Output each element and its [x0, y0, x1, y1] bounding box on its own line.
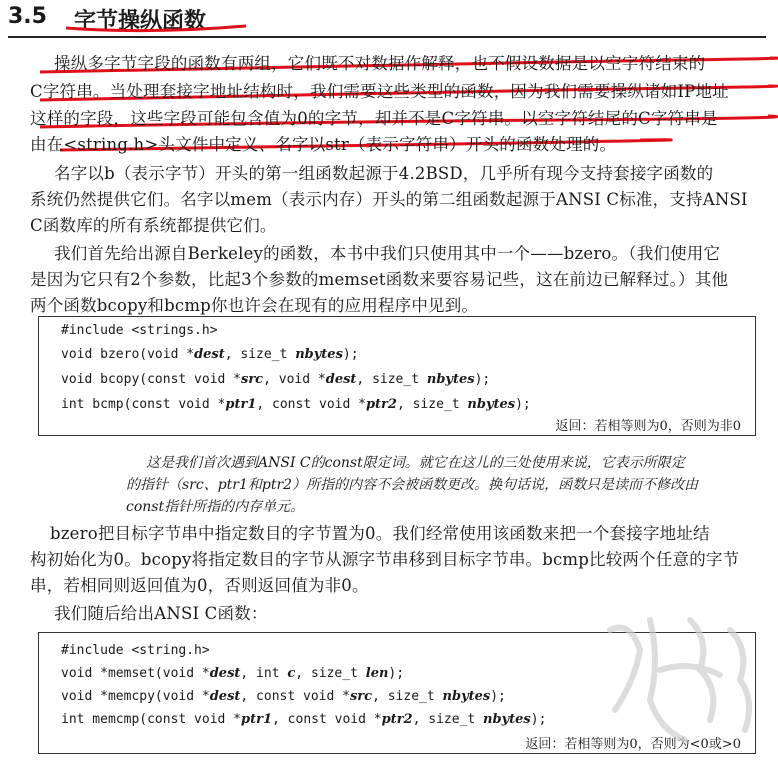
- paragraph1-line3: 这样的字段，这些字段可能包含值为0的字节，却并不是C字符串。以空字符结尾的C字符串是: [30, 109, 718, 128]
- section-number: 3.5: [8, 4, 47, 29]
- paragraph1-line1: 操纵多字节字段的函数有两组，它们既不对数据作解释，也不假设数据是以空字符结束的: [54, 54, 706, 73]
- code1-bcmp: int bcmp(const void *ptr1, const void *ptr2, size_t nbytes);: [61, 397, 531, 412]
- code1-bcopy: void bcopy(const void *src, void *dest, size_t nbytes);: [61, 372, 491, 387]
- paragraph4-line1: bzero把目标字节串中指定数目的字节置为0。我们经常使用该函数来把一个套接字地址结: [50, 524, 710, 543]
- paragraph1-line2: C字符串。当处理套接字地址结构时，我们需要这些类型的函数，因为我们需要操纵诸如IP地址: [30, 82, 729, 101]
- paragraph5: 我们随后给出ANSI C函数：: [54, 604, 268, 623]
- paragraph4-line3: 串，若相同则返回值为0，否则返回值为非0。: [30, 576, 369, 595]
- code-box-bstring: [38, 316, 756, 436]
- paragraph3-line3: 两个函数bcopy和bcmp你也许会在现有的应用程序中见到。: [30, 296, 479, 315]
- code2-include: #include <string.h>: [61, 643, 210, 658]
- note-line2: 的指针（src、ptr1和ptr2）所指的内容不会被函数更改。换句话说，函数只是读而不修改由: [126, 477, 699, 493]
- paragraph4-line2: 构初始化为0。bcopy将指定数目的字节从源字节串移到目标字节串。bcmp比较两个任意的字节: [30, 550, 740, 569]
- code1-include: #include <strings.h>: [61, 323, 218, 338]
- paragraph2-line1: 名字以b（表示字节）开头的第一组函数起源于4.2BSD，几乎所有现今支持套接字函数的: [54, 164, 714, 183]
- code2-memset: void *memset(void *dest, int c, size_t len);: [61, 666, 405, 681]
- paragraph2-line3: C函数库的所有系统都提供它们。: [30, 216, 277, 235]
- code2-return-note: 返回：若相等则为0，否则为<0或>0: [525, 737, 741, 752]
- section-title: 字节操纵函数: [74, 9, 207, 34]
- code1-bzero: void bzero(void *dest, size_t nbytes);: [61, 347, 359, 362]
- watermark-stamp: [590, 600, 770, 750]
- code1-return-note: 返回：若相等则为0，否则为非0: [555, 419, 741, 434]
- paragraph3-line1: 我们首先给出源自Berkeley的函数，本书中我们只使用其中一个——bzero。（我们使用它: [54, 244, 721, 263]
- note-line1: 这是我们首次遇到ANSI C的const限定词。就它在这儿的三处使用来说，它表示所限定: [146, 455, 685, 471]
- paragraph1-line4: 由在<string.h>头文件中定义、名字以str（表示字符串）开头的函数处理的。: [30, 135, 617, 154]
- paragraph3-line2: 是因为它只有2个参数，比起3个参数的memset函数来要容易记些，这在前边已解释过。）其他: [30, 270, 729, 289]
- paragraph2-line2: 系统仍然提供它们。名字以mem（表示内存）开头的第二组函数起源于ANSI C标准，支持ANSI: [30, 190, 748, 209]
- code2-memcpy: void *memcpy(void *dest, const void *src, size_t nbytes);: [61, 689, 506, 704]
- code2-memcmp: int memcmp(const void *ptr1, const void *ptr2, size_t nbytes);: [61, 712, 547, 727]
- note-line3: const指针所指的内存单元。: [126, 499, 305, 515]
